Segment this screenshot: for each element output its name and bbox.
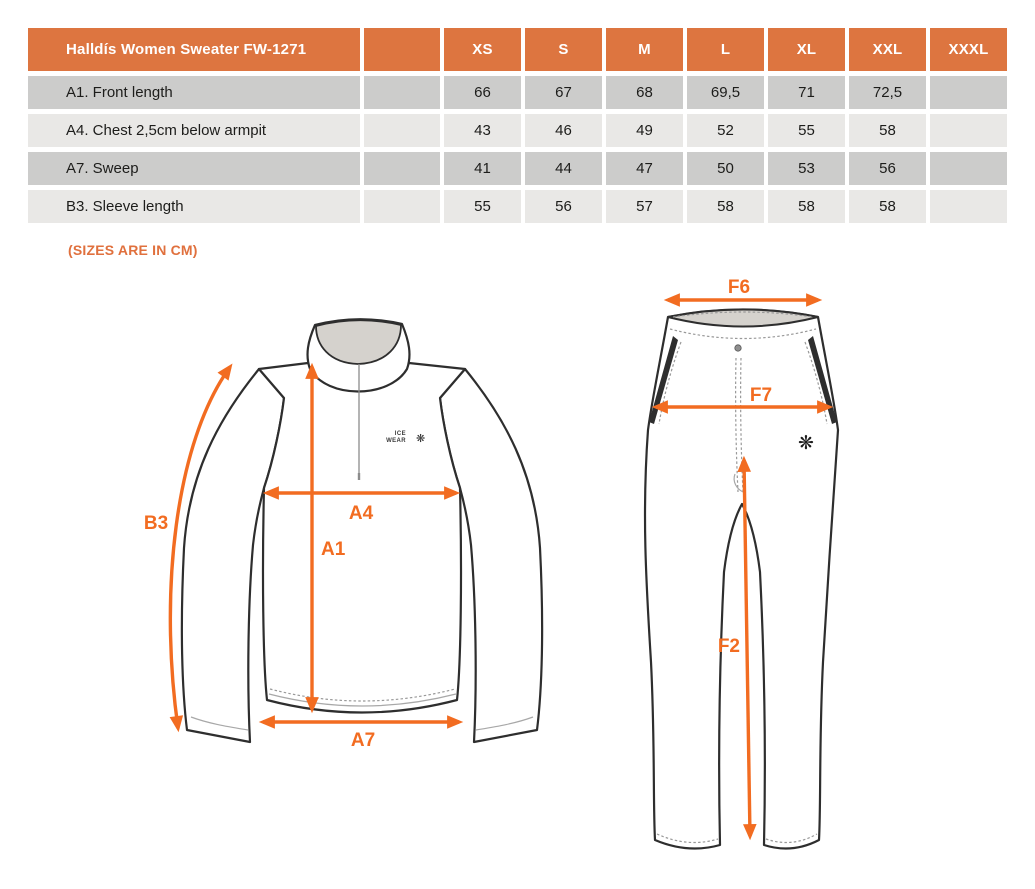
size-value-cell: 49 (606, 114, 683, 147)
row-label: B3. Sleeve length (28, 190, 360, 223)
f7-label: F7 (749, 385, 773, 406)
size-value-cell: 56 (849, 152, 926, 185)
logo-text-wear: WEAR (386, 438, 406, 444)
size-value-cell: 55 (444, 190, 521, 223)
pants-body (645, 310, 838, 849)
a4-label: A4 (348, 503, 374, 524)
size-value-cell: 46 (525, 114, 602, 147)
waist-button (735, 345, 741, 351)
size-value-cell: 53 (768, 152, 845, 185)
f2-label: F2 (717, 636, 740, 657)
pants-diagram (618, 272, 878, 884)
size-value-cell: 50 (687, 152, 764, 185)
size-table (24, 23, 1011, 228)
size-value-cell: 66 (444, 76, 521, 109)
row-label: A4. Chest 2,5cm below armpit (28, 114, 360, 147)
size-value-cell (930, 152, 1007, 185)
blank-cell (364, 114, 440, 147)
blank-cell (364, 190, 440, 223)
size-value-cell: 44 (525, 152, 602, 185)
snowflake-icon: ❋ (798, 433, 814, 454)
table-title: Halldís Women Sweater FW-1271 (28, 28, 360, 71)
snowflake-icon: ❋ (416, 433, 426, 445)
size-value-cell: 57 (606, 190, 683, 223)
col-header-m: M (606, 28, 683, 71)
table-row-chest (28, 114, 1007, 147)
blank-cell (364, 76, 440, 109)
size-value-cell: 58 (768, 190, 845, 223)
row-label: A1. Front length (28, 76, 360, 109)
col-header-l: L (687, 28, 764, 71)
size-value-cell: 52 (687, 114, 764, 147)
blank-cell (364, 152, 440, 185)
logo-text-ice: ICE (394, 431, 406, 437)
blank-header-cell (364, 28, 440, 71)
size-value-cell: 58 (687, 190, 764, 223)
a7-label: A7 (350, 730, 376, 751)
col-header-xl: XL (768, 28, 845, 71)
col-header-xxl: XXL (849, 28, 926, 71)
size-value-cell: 58 (849, 190, 926, 223)
size-value-cell: 71 (768, 76, 845, 109)
units-note: (SIZES ARE IN CM) (68, 242, 198, 258)
b3-label: B3 (143, 513, 169, 534)
table-row-sleeve-length (28, 190, 1007, 223)
table-header-row (28, 28, 1007, 71)
size-value-cell: 69,5 (687, 76, 764, 109)
col-header-xxxl: XXXL (930, 28, 1007, 71)
size-value-cell (930, 190, 1007, 223)
size-value-cell: 56 (525, 190, 602, 223)
table-row-sweep (28, 152, 1007, 185)
col-header-xs: XS (444, 28, 521, 71)
size-value-cell: 55 (768, 114, 845, 147)
col-header-s: S (525, 28, 602, 71)
size-value-cell: 68 (606, 76, 683, 109)
size-value-cell: 43 (444, 114, 521, 147)
table-row-front-length (28, 76, 1007, 109)
size-value-cell: 41 (444, 152, 521, 185)
size-value-cell: 67 (525, 76, 602, 109)
sweater-body (259, 363, 465, 713)
a1-label: A1 (321, 539, 346, 560)
row-label: A7. Sweep (28, 152, 360, 185)
size-value-cell: 58 (849, 114, 926, 147)
size-value-cell: 47 (606, 152, 683, 185)
size-value-cell (930, 76, 1007, 109)
f6-label: F6 (727, 277, 751, 298)
size-value-cell (930, 114, 1007, 147)
sweater-diagram (135, 283, 545, 793)
size-value-cell: 72,5 (849, 76, 926, 109)
